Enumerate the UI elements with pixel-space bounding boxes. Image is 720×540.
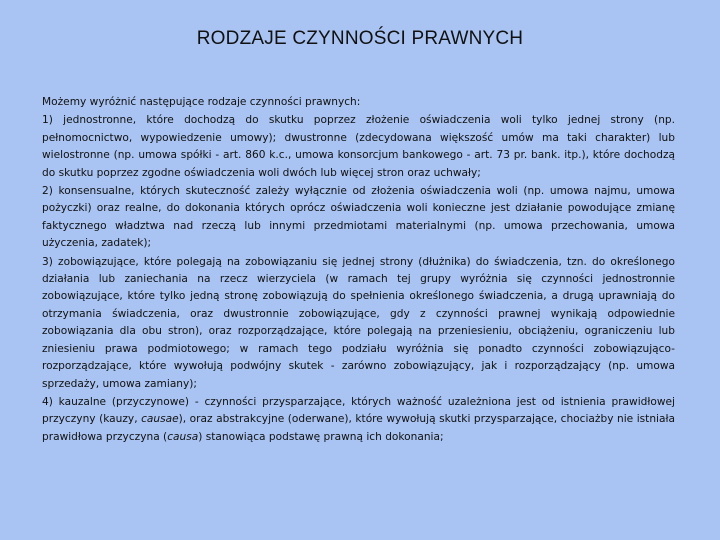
list-item-4-part-c: ) stanowiąca podstawę prawną ich dokonania; [198,430,444,443]
term-causa: causa [167,430,199,443]
list-item-3: 3) zobowiązujące, które polegają na zobowiązaniu się jednej strony (dłużnika) do świadczenia, tzn. do określonego działania lub zaniechania na rzecz wierzyciela (w ramach tej grupy wyróżnia się czynności jednostronnie zobowiązujące, które tylko jedną stronę zobowiązują do spełnienia określonego świadczenia, a drugą uprawniają do otrzymania świadczenia, oraz dwustronnie zobowiązujące, gdy z czynności prawnej wynikają odpowiednie zobowiązania dla obu stron), oraz rozporządzające, które polegają na przeniesieniu, obciążeniu, ograniczeniu lub zniesieniu prawa podmiotowego; w ramach tego podziału wyróżnia się ponadto czynności zobowiązująco-rozporządzające, które wywołują podwójny skutek - zarówno zobowiązujący, jak i rozporządzający (np. umowa sprzedaży, umowa zamiany); [42,255,675,390]
list-item-1: 1) jednostronne, które dochodzą do skutku poprzez złożenie oświadczenia woli tylko jednej strony (np. pełnomocnictwo, wypowiedzenie umowy); dwustronne (zdecydowana większość umów ma taki charakter) lub wielostronne (np. umowa spółki - art. 860 k.c., umowa konsorcjum bankowego - art. 73 pr. bank. itp.), które dochodzą do skutku poprzez zgodne oświadczenia woli dwóch lub więcej stron oraz uchwały; [42,114,675,179]
list-item-4 [42,394,675,446]
list-item-2: 2) konsensualne, których skuteczność zależy wyłącznie od złożenia oświadczenia woli (np. umowa najmu, umowa pożyczki) oraz realne, do dokonania których oprócz oświadczenia woli konieczne jest działanie powodujące zmianę faktycznego władztwa nad rzeczą lub innymi przedmiotami materialnymi (np. umowa przechowania, umowa użyczenia, zadatek); [42,185,675,250]
term-causae: causae [141,413,179,426]
intro-paragraph: Możemy wyróżnić następujące rodzaje czynności prawnych: [42,96,361,108]
slide-body [42,94,675,446]
list-item-4-part-b: ), oraz abstrakcyjne (oderwane), które wywołują skutki przysparzające, chociażby nie istniała prawidłowa przyczyna ( [42,413,675,443]
slide-title: RODZAJE CZYNNOŚCI PRAWNYCH [196,28,524,49]
list-item-4-part-a: 4) kauzalne (przyczynowe) - czynności przysparzające, których ważność uzależniona jest od istnienia prawidłowej przyczyny (kauzy, [42,395,675,426]
